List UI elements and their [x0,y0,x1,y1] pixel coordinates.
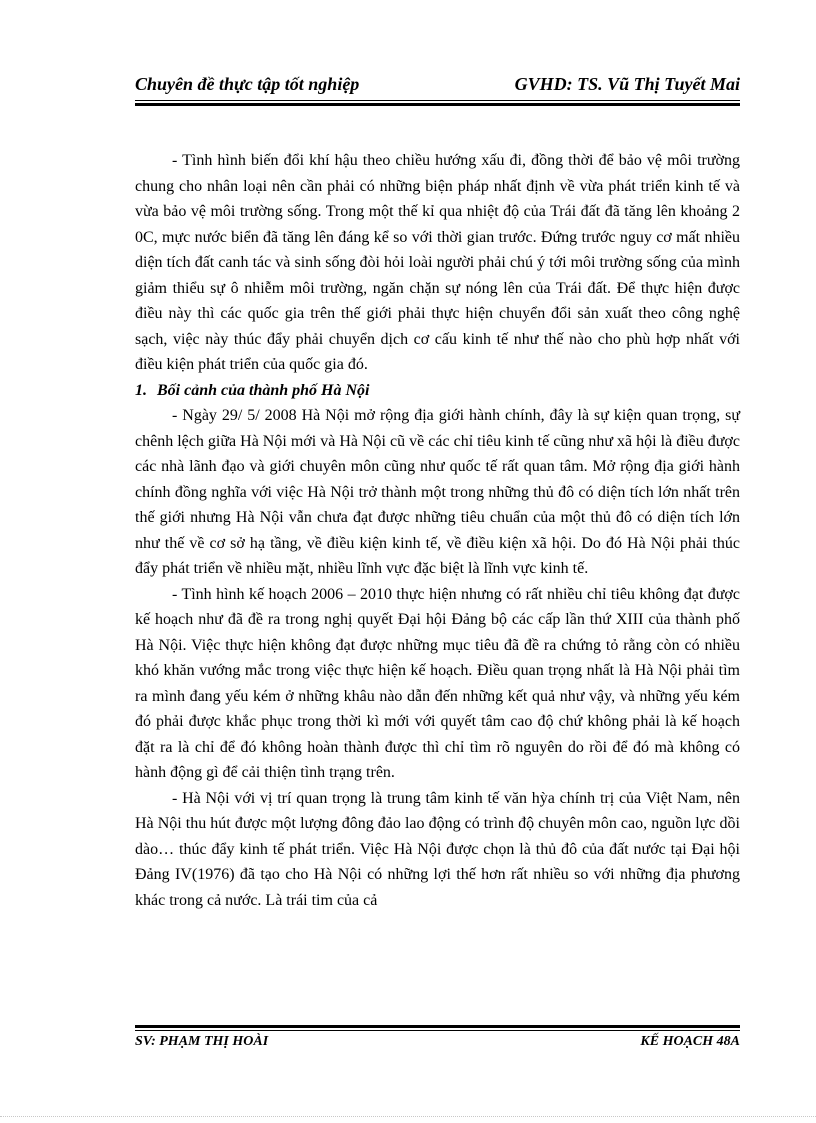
document-body [135,148,740,913]
header-rule-thick [135,103,740,106]
paragraph-hanoi-expansion: - Ngày 29/ 5/ 2008 Hà Nội mở rộng địa giới hành chính, đây là sự kiện quan trọng, sự chênh lệch giữa Hà Nội mới và Hà Nội cũ về các chỉ tiêu kinh tế cũng như xã hội là điều được các nhà lãnh đạo và giới chuyên môn cũng như quốc tế rất quan tâm. Mở rộng địa giới hành chính đồng nghĩa với việc Hà Nội trở thành một trong những thủ đô có diện tích lớn nhất trên thế giới nhưng Hà Nội vẫn chưa đạt được những tiêu chuẩn của một thủ đô có diện tích lớn như thế về cơ sở hạ tầng, về điều kiện kinh tế, về điều kiện xã hội. Do đó Hà Nội phải thúc đẩy phát triển về nhiều mặt, nhiều lĩnh vực đặc biệt là lĩnh vực kinh tế. [135,407,740,577]
section-number: 1. [135,381,147,399]
page-bottom-divider [0,1116,816,1117]
section-title: Bối cảnh của thành phố Hà Nội [157,381,370,399]
paragraph-climate-change: - Tình hình biến đổi khí hậu theo chiều hướng xấu đi, đồng thời để bảo vệ môi trường chung cho nhân loại nên cần phải có những biện pháp nhất định về vừa phát triển kinh tế và vừa bảo vệ môi trường sống. Trong một thế kỉ qua nhiệt độ của Trái đất đã tăng lên khoảng 2 0C, mực nước biển đã tăng lên đáng kể so với thời gian trước. Đứng trước nguy cơ mất nhiều diện tích đất canh tác và sinh sống đòi hỏi loài người phải chú ý tới môi trường sống của mình giảm thiểu sự ô nhiễm môi trường, ngăn chặn sự nóng lên của Trái đất. Để thực hiện được điều này thì các quốc gia trên thế giới phải thực hiện chuyển đổi sản xuất theo công nghệ sạch, việc này thúc đẩy phải chuyển dịch cơ cấu kinh tế như thế nào cho phù hợp nhất với điều kiện phát triển của quốc gia đó. [135,152,740,373]
paragraph-hanoi-position: - Hà Nội với vị trí quan trọng là trung tâm kinh tế văn hỳa chính trị của Việt Nam, nên Hà Nội thu hút được một lượng đông đảo lao động có trình độ chuyên môn cao, nguồn lực dồi dào… thúc đẩy kinh tế phát triển. Việc Hà Nội được chọn là thủ đô của đất nước tại Đại hội Đảng IV(1976) đã tạo cho Hà Nội có những lợi thế hơn rất nhiều so với những địa phương khác trong cả nước. Là trái tim của cả [135,789,740,909]
section-heading [135,378,740,404]
footer-class: KẾ HOẠCH 48A [640,1034,740,1049]
header-supervisor: GVHD: TS. Vũ Thị Tuyết Mai [514,74,740,94]
header-rule-thin [135,100,740,101]
footer-rule-thick [135,1025,740,1028]
page-footer [135,1032,740,1054]
page-header [135,72,740,98]
header-course-title: Chuyên đề thực tập tốt nghiệp [135,74,360,94]
footer-rule-thin [135,1030,740,1031]
footer-student-name: SV: PHẠM THỊ HOÀI [135,1034,269,1049]
paragraph-plan-2006-2010: - Tình hình kế hoạch 2006 – 2010 thực hiện nhưng có rất nhiều chỉ tiêu không đạt được kế hoạch như đã đề ra trong nghị quyết Đại hội Đảng bộ các cấp lần thứ XIII của thành phố Hà Nội. Việc thực hiện không đạt được những mục tiêu đã đề ra chứng tỏ rằng còn có nhiều khó khăn vướng mắc trong việc thực hiện kế hoạch. Điều quan trọng nhất là Hà Nội phải tìm ra mình đang yếu kém ở những khâu nào dẫn đến những kết quả như vậy, và những yếu kém đó phải được khắc phục trong thời kì mới với quyết tâm cao độ chứ không phải là kế hoạch đặt ra là chỉ để đó không hoàn thành được thì chỉ tìm rõ nguyên do rồi để đó mà không có hành động gì để cải thiện tình trạng trên. [135,585,740,781]
